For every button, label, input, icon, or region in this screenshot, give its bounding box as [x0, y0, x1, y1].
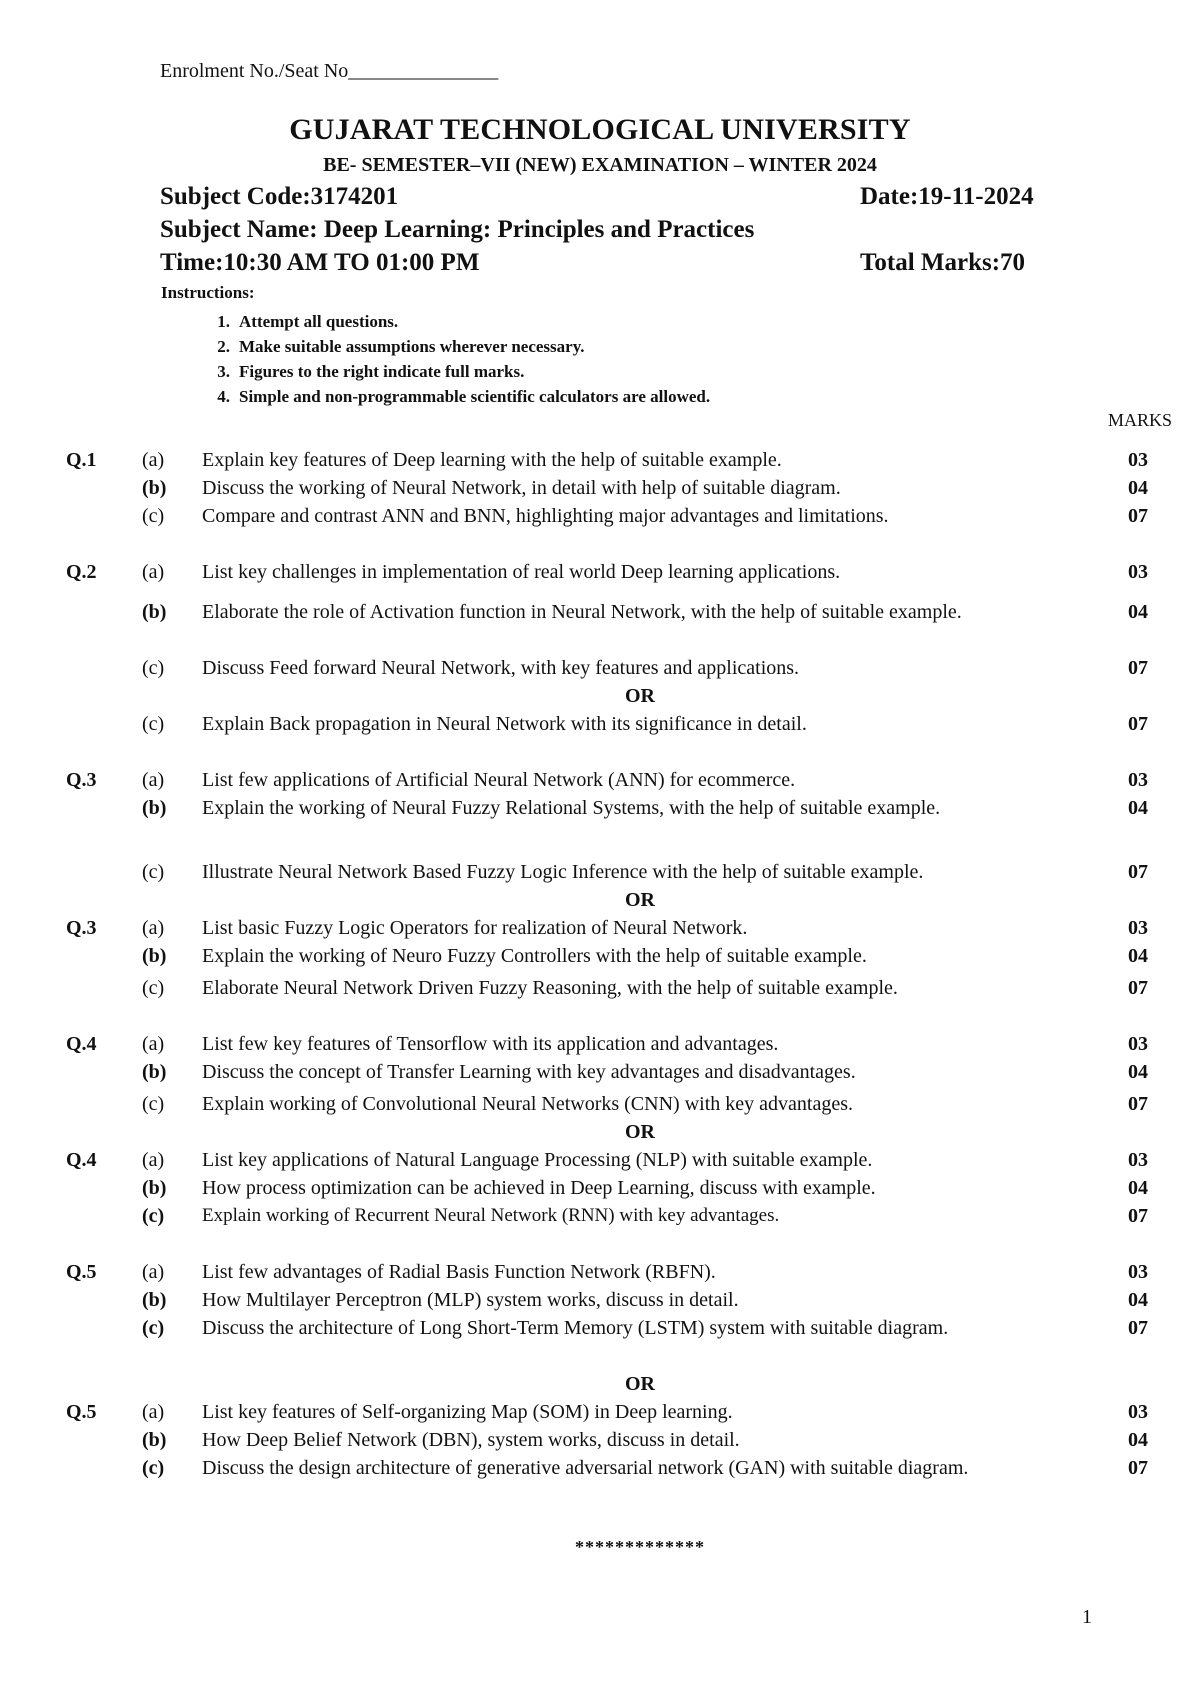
exam-time: Time:10:30 AM TO 01:00 PM	[160, 249, 480, 276]
end-of-paper-marker: *************	[575, 1537, 705, 1557]
marks-column-header: MARKS	[1108, 410, 1173, 430]
total-marks: Total Marks:70	[860, 249, 1026, 276]
subject-code: Subject Code:3174201	[160, 183, 399, 210]
instruction-item: 1. Attempt all questions.	[217, 312, 399, 331]
enrolment-line: Enrolment No./Seat No_______________	[160, 60, 499, 82]
page-number: 1	[1082, 1606, 1092, 1628]
or-separator: OR	[625, 889, 655, 911]
university-name: GUJARAT TECHNOLOGICAL UNIVERSITY	[289, 113, 911, 146]
instructions-title: Instructions:	[161, 283, 255, 302]
instruction-item: 3. Figures to the right indicate full marks.	[217, 362, 525, 381]
or-separator: OR	[625, 685, 655, 707]
subject-name: Subject Name: Deep Learning: Principles and Practices	[160, 216, 755, 243]
instruction-item: 2. Make suitable assumptions wherever necessary.	[217, 337, 585, 356]
or-separator: OR	[625, 1373, 655, 1395]
exam-title: BE- SEMESTER–VII (NEW) EXAMINATION – WINTER 2024	[323, 154, 877, 176]
instruction-item: 4. Simple and non-programmable scientific calculators are allowed.	[217, 387, 711, 406]
exam-date: Date:19-11-2024	[860, 183, 1034, 210]
or-separator: OR	[625, 1121, 655, 1143]
instructions-list	[200, 309, 710, 409]
